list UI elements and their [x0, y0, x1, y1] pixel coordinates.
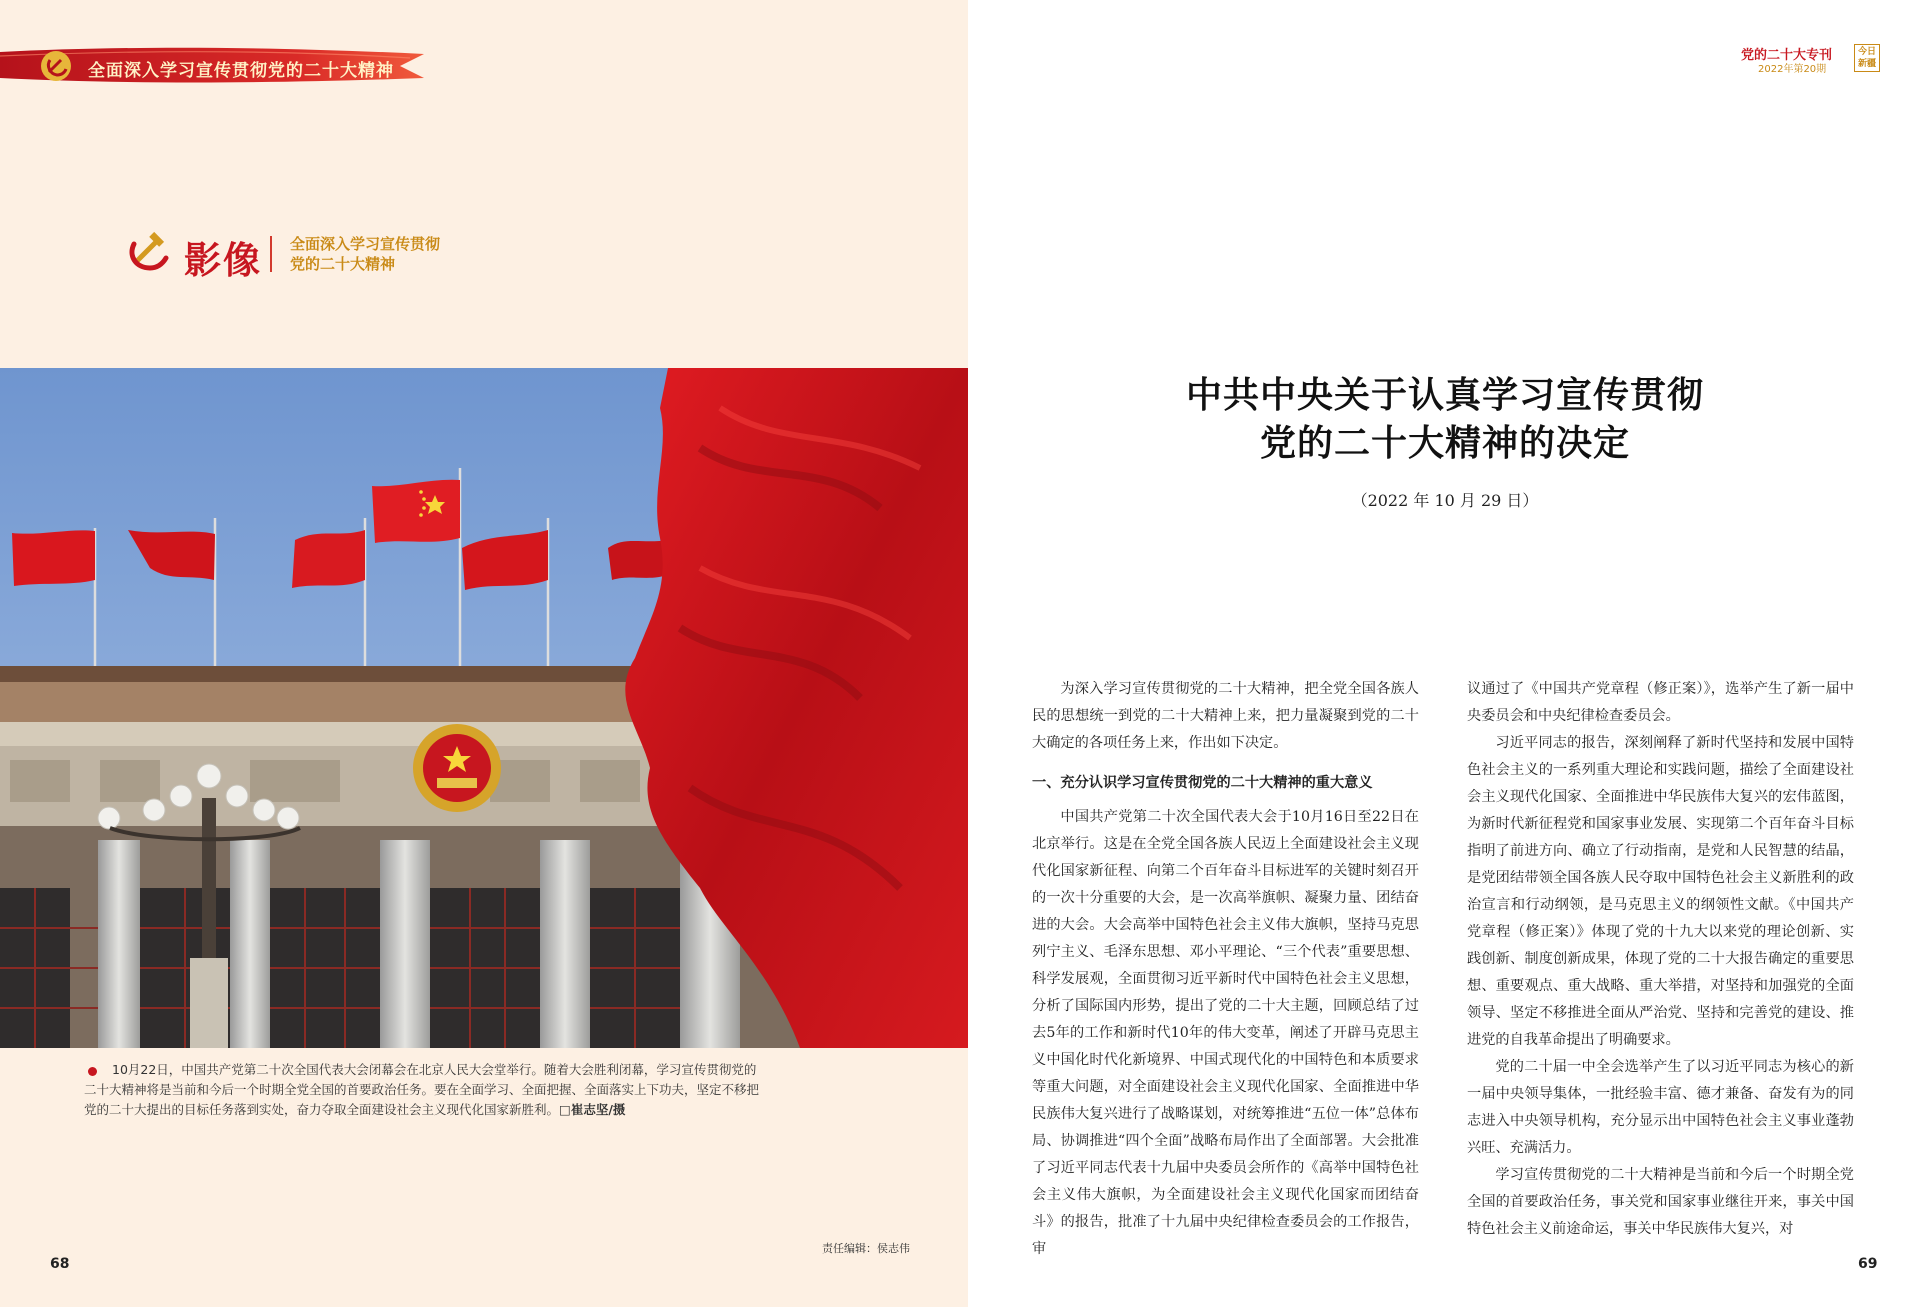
text-column-2 — [1467, 676, 1854, 1243]
document-title — [1010, 372, 1880, 468]
responsible-editor: 责任编辑：侯志伟 — [822, 1242, 910, 1255]
section-divider — [270, 236, 272, 272]
section-subtitle — [290, 234, 440, 274]
photo-caption — [84, 1060, 764, 1120]
party-emblem-icon — [40, 50, 72, 82]
section-heading: 一、充分认识学习宣传贯彻党的二十大精神的重大意义 — [1032, 775, 1373, 791]
journal-issue: 2022年第20期 — [1758, 64, 1827, 75]
journal-header-title: 党的二十大专刊 — [1741, 48, 1833, 63]
paragraph: 习近平同志的报告，深刻阐释了新时代坚持和发展中国特色社会主义的一系列重大理论和实践问题，描绘了全面建设社会主义现代化国家、全面推进中华民族伟大复兴的宏伟蓝图，为新时代新征程党和国家事业发展、实现第二个百年奋斗目标指明了前进方向、确立了行动指南，是党和人民智慧的结晶，是党团结带领全国各族人民夺取中国特色社会主义新胜利的政治宣言和行动纲领，是马克思主义的纲领性文献。《中国共产党章程（修正案）》体现了党的十九大以来党的理论创新、实践创新、制度创新成果，体现了党的二十大报告确定的重要思想、重要观点、重大战略、重大举措，对坚持和加强党的全面领导、坚定不移推进全面从严治党、坚持和完善党的建设、推进党的自我革命提出了明确要求。 — [1467, 735, 1854, 1048]
banner-title: 全面深入学习宣传贯彻党的二十大精神 — [88, 61, 394, 81]
caption-body: 10月22日，中国共产党第二十次全国代表大会闭幕会在北京人民大会堂举行。随着大会胜利闭幕，学习宣传贯彻党的二十大精神将是当前和今后一个时期全党全国的首要政治任务。要在全面学习、全面把握、全面落实上下功夫，坚定不移把党的二十大提出的目标任务落到实处，奋力夺取全面建设社会主义现代化国家新胜利。 — [84, 1062, 760, 1117]
document-date: （2022 年 10 月 29 日） — [1351, 491, 1539, 510]
section-subtitle-line2: 党的二十大精神 — [290, 255, 396, 273]
journal-logo — [1854, 44, 1880, 72]
hammer-sickle-icon — [126, 228, 170, 272]
document-title-line2: 党的二十大精神的决定 — [1259, 423, 1630, 464]
paragraph: 学习宣传贯彻党的二十大精神是当前和今后一个时期全党全国的首要政治任务，事关党和国家事业继往开来，事关中国特色社会主义前途命运，事关中华民族伟大复兴，对 — [1467, 1167, 1854, 1237]
document-title-line1: 中共中央关于认真学习宣传贯彻 — [1185, 375, 1704, 416]
page-number-left: 68 — [50, 1256, 70, 1272]
paragraph: 议通过了《中国共产党章程（修正案）》，选举产生了新一届中央委员会和中央纪律检查委员会。 — [1467, 681, 1854, 724]
paragraph: 中国共产党第二十次全国代表大会于10月16日至22日在北京举行。这是在全党全国各族人民迈上全面建设社会主义现代化国家新征程、向第二个百年奋斗目标进军的关键时刻召开的一次十分重要的大会，是一次高举旗帜、凝聚力量、团结奋进的大会。大会高举中国特色社会主义伟大旗帜，坚持马克思列宁主义、毛泽东思想、邓小平理论、“三个代表”重要思想、科学发展观，全面贯彻习近平新时代中国特色社会主义思想，分析了国际国内形势，提出了党的二十大主题，回顾总结了过去5年的工作和新时代10年的伟大变革，阐述了开辟马克思主义中国化时代化新境界、中国式现代化的中国特色和本质要求等重大问题，对全面建设社会主义现代化国家、全面推进中华民族伟大复兴进行了战略谋划，对统筹推进“五位一体”总体布局、协调推进“四个全面”战略布局作出了全面部署。大会批准了习近平同志代表十九届中央委员会所作的《高举中国特色社会主义伟大旗帜，为全面建设社会主义现代化国家而团结奋斗》的报告，批准了十九届中央纪律检查委员会的工作报告，审 — [1032, 809, 1419, 1257]
journal-logo-line1: 今日 — [1857, 47, 1876, 57]
paragraph: 党的二十届一中全会选举产生了以习近平同志为核心的新一届中央领导集体，一批经验丰富、德才兼备、奋发有为的同志进入中央领导机构，充分显示出中国特色社会主义事业蓬勃兴旺、充满活力。 — [1467, 1059, 1854, 1156]
section-title: 影像 — [184, 239, 262, 282]
text-column-1 — [1032, 676, 1419, 1263]
photo-credit: □崔志坚/摄 — [559, 1102, 626, 1117]
paragraph: 为深入学习宣传贯彻党的二十大精神，把全党全国各族人民的思想统一到党的二十大精神上来，把力量凝聚到党的二十大确定的各项任务上来，作出如下决定。 — [1032, 681, 1419, 751]
great-hall-red-flags-photo — [0, 368, 968, 1048]
page-number-right: 69 — [1858, 1256, 1878, 1272]
journal-logo-line2: 新疆 — [1857, 59, 1876, 69]
section-subtitle-line1: 全面深入学习宣传贯彻 — [290, 235, 441, 253]
